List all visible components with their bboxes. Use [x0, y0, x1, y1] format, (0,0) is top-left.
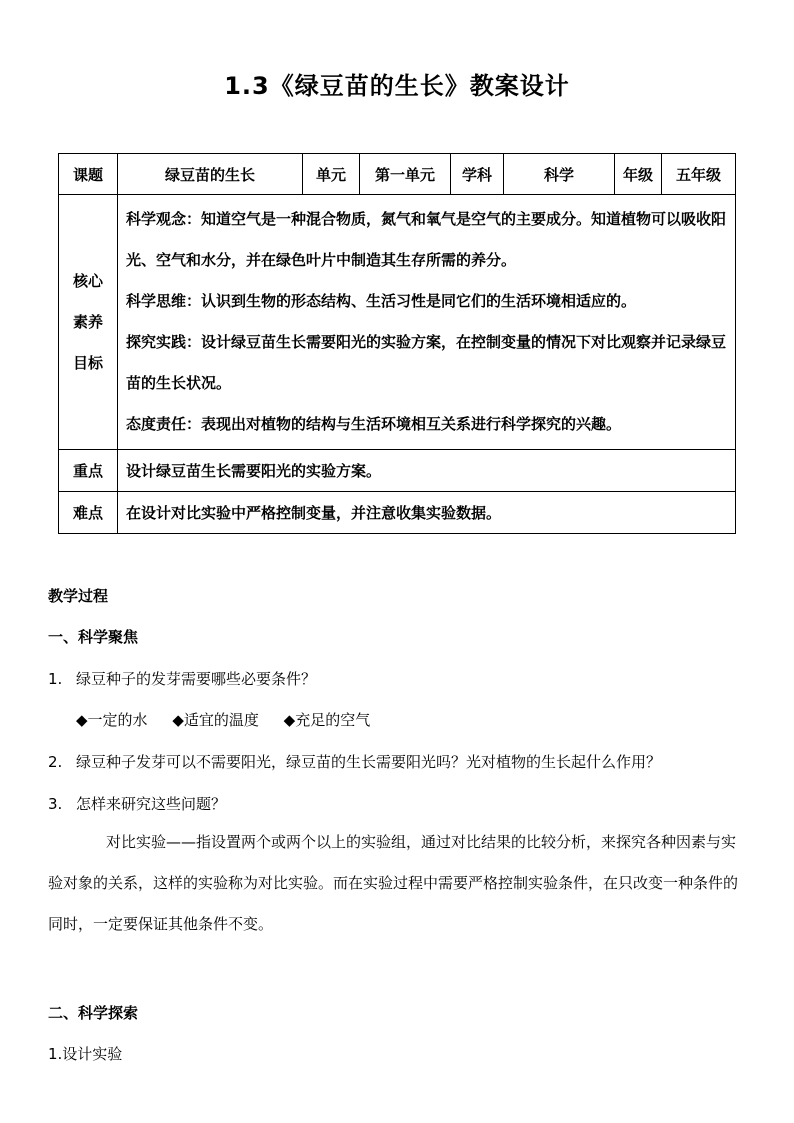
goals-label-line-1: 核心: [72, 271, 103, 290]
conditions-list: [76, 709, 390, 730]
question-3-text: 怎样来研究这些问题？: [76, 795, 227, 813]
condition-water: ◆一定的水: [76, 711, 148, 729]
question-1: [48, 668, 316, 689]
difficulty-row: [59, 492, 736, 534]
page-title: 1.3《绿豆苗的生长》教案设计: [224, 72, 570, 100]
key-point-label: 重点: [59, 450, 118, 492]
condition-air: ◆充足的空气: [283, 711, 371, 729]
question-3: [48, 793, 226, 814]
condition-temperature: ◆适宜的温度: [172, 711, 259, 729]
goals-label-line-2: 素养: [72, 312, 103, 331]
question-3-number: 3.: [48, 795, 63, 813]
question-1-number: 1.: [48, 670, 63, 688]
goals-content: [118, 195, 736, 450]
question-2-text: 绿豆种子发芽可以不需要阳光，绿豆苗的生长需要阳光吗？光对植物的生长起什么作用？: [76, 753, 662, 771]
key-point-text: 设计绿豆苗生长需要阳光的实验方案。: [118, 450, 736, 492]
goals-label-line-3: 目标: [72, 353, 103, 372]
difficulty-label: 难点: [59, 492, 118, 534]
goal-inquiry-practice: 探究实践：设计绿豆苗生长需要阳光的实验方案，在控制变量的情况下对比观察并记录绿豆苗的生长状况。: [126, 333, 727, 392]
header-cell-unit-label: 单元: [303, 154, 360, 195]
goals-label: [59, 195, 118, 450]
header-cell-unit: 第一单元: [360, 154, 451, 195]
header-cell-grade: 五年级: [662, 154, 736, 195]
table-header-row: [59, 154, 736, 195]
key-point-row: [59, 450, 736, 492]
header-cell-topic-label: 课题: [59, 154, 118, 195]
goal-attitude: 态度责任：表现出对植物的结构与生活环境相互关系进行科学探究的兴趣。: [126, 415, 622, 433]
header-cell-grade-label: 年级: [615, 154, 662, 195]
question-1-text: 绿豆种子的发芽需要哪些必要条件？: [76, 670, 317, 688]
goals-row: [59, 195, 736, 450]
process-heading: 教学过程: [48, 587, 109, 605]
goal-science-thinking: 科学思维：认识到生物的形态结构、生活习性是同它们的生活环境相适应的。: [126, 292, 637, 310]
section-science-exploration: 二、科学探索: [48, 1004, 139, 1022]
difficulty-text: 在设计对比实验中严格控制变量，并注意收集实验数据。: [118, 492, 736, 534]
header-cell-topic: 绿豆苗的生长: [118, 154, 303, 195]
question-2-number: 2.: [48, 753, 63, 771]
question-2: [48, 751, 768, 772]
controlled-experiment-paragraph: 对比实验——指设置两个或两个以上的实验组，通过对比结果的比较分析，来探究各种因素与实验对象的关系，这样的实验称为对比实验。而在实验过程中需要严格控制实验条件，在只改变一种条件的同时，一定要保证其他条件不变。: [48, 833, 739, 933]
goal-science-concept: 科学观念：知道空气是一种混合物质，氮气和氧气是空气的主要成分。知道植物可以吸收阳光、空气和水分，并在绿色叶片中制造其生存所需的养分。: [126, 210, 727, 269]
subsection-design-experiment: 1.设计实验: [48, 1045, 123, 1063]
header-cell-subject: 科学: [504, 154, 615, 195]
header-cell-subject-label: 学科: [451, 154, 504, 195]
lesson-info-table: [58, 153, 736, 534]
section-science-focus: 一、科学聚焦: [48, 628, 139, 646]
